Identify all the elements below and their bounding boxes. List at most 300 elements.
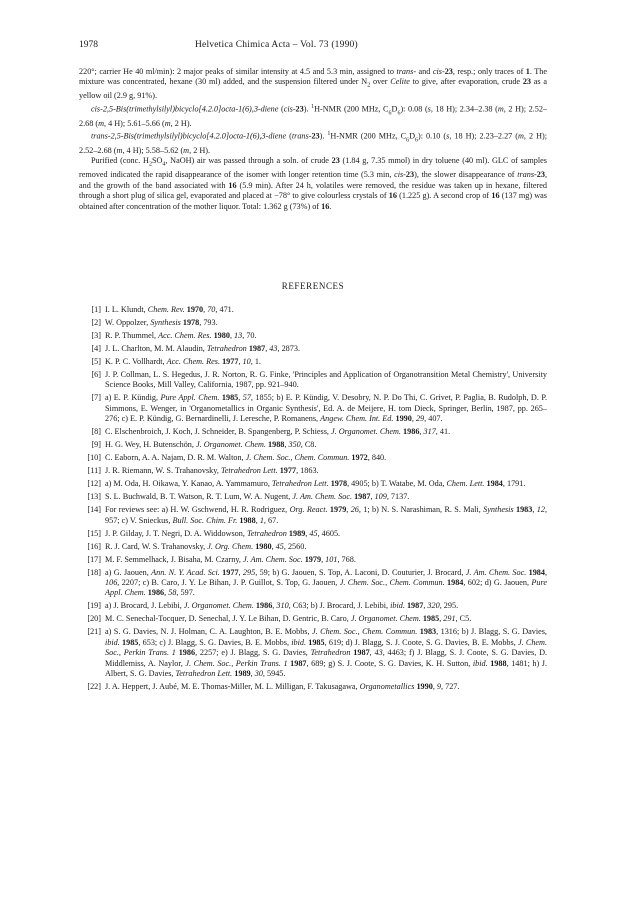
text-run: 1987 xyxy=(290,658,307,668)
text-run: I. L. Klundt, xyxy=(105,304,148,314)
reference-number: [4] xyxy=(91,343,101,353)
text-run: , 4905; b) T. Watabe, M. Oda, xyxy=(347,479,447,489)
reference-number: [9] xyxy=(91,440,101,450)
text-run: 1985 xyxy=(221,393,239,403)
text-run: 6 xyxy=(415,137,419,144)
text-run: , xyxy=(265,343,270,353)
text-run: , 41. xyxy=(435,427,451,437)
reference-item xyxy=(79,453,547,463)
text-run: , C5. xyxy=(455,614,472,624)
reference-item xyxy=(79,601,547,611)
text-run: (1.225 g). A second crop of xyxy=(396,191,492,201)
text-run: , xyxy=(369,648,375,658)
text-run: 1977 xyxy=(222,356,239,366)
text-run: 1988 xyxy=(490,658,507,668)
text-run: 1985 xyxy=(308,637,325,647)
text-run: , xyxy=(229,330,235,340)
text-run: J. Organomet. Chem. xyxy=(331,427,401,437)
text-run: J. Organomet. Chem. xyxy=(183,601,254,611)
reference-number: [20] xyxy=(87,614,101,624)
text-run: a) J. Brocard, J. Lebibi, xyxy=(105,601,184,611)
reference-number: [8] xyxy=(91,427,101,437)
text-run: , 18 H); 2.23–2.27 ( xyxy=(449,131,518,141)
text-run: , 5945. xyxy=(262,668,286,678)
text-run: C. Eaborn, A. A. Najam, D. R. M. Walton, xyxy=(105,453,246,463)
text-run: 1 xyxy=(327,131,331,138)
text-run: 1979 xyxy=(329,505,347,515)
text-run: , 2 H). xyxy=(189,145,211,155)
text-run: H-NMR (200 MHz, C xyxy=(314,104,389,114)
text-run: -2,5-Bis(trimethylsilyl)bicyclo[4.2.0]octa-1(6),3-diene xyxy=(100,104,279,114)
text-run: (5.9 min). After 24 h, volatiles were removed, the residue was taken up in hexane, filtered through a short plug of silica gel, evaporated and placed at −78° to give colourless crystals of xyxy=(79,180,547,201)
text-run: , xyxy=(321,554,326,564)
text-run: , xyxy=(238,567,243,577)
text-run: , xyxy=(423,601,428,611)
text-run: 291 xyxy=(443,614,456,624)
text-run: J. Am. Chem. Soc. xyxy=(465,567,527,577)
text-run: 45 xyxy=(275,541,284,551)
text-run: 1987 xyxy=(406,601,424,611)
text-run: ), the slower disappearance of xyxy=(414,170,518,180)
text-run: 16 xyxy=(228,180,237,190)
references-heading: REFERENCES xyxy=(281,280,345,291)
text-run: 1977 xyxy=(279,466,297,476)
text-run: Acc. Chem. Res. xyxy=(158,330,212,340)
text-run: 1988 xyxy=(268,440,285,450)
text-run: m xyxy=(183,145,190,155)
text-run: 1984 xyxy=(528,567,545,577)
text-run: , 67. xyxy=(263,515,279,525)
reference-number: [12] xyxy=(87,479,101,489)
text-run: , 840. xyxy=(367,453,387,463)
text-run: (137 mg) was obtained after concentration of the mother liquor. Total: 1.362 g (73%) of xyxy=(79,191,547,211)
reference-item xyxy=(79,682,547,692)
running-head xyxy=(79,40,547,56)
reference-number: [18] xyxy=(87,567,101,577)
text-run: D xyxy=(391,104,398,114)
text-run: 43 xyxy=(269,343,278,353)
text-run: 6 xyxy=(397,110,401,117)
text-run: , xyxy=(284,440,289,450)
text-run: 2 xyxy=(367,83,371,90)
text-run: For reviews see: a) H. W. Gschwend, H. R. Rodriguez, xyxy=(105,505,290,515)
text-run: - xyxy=(403,170,406,180)
text-run: a) S. G. Davies, N. J. Holman, C. A. Laughton, B. E. Mobbs, xyxy=(105,627,312,637)
text-run: , xyxy=(164,588,169,598)
text-run: 26 xyxy=(350,505,359,515)
text-run: , 957; c) V. Snieckus, xyxy=(105,505,547,525)
text-run: , 4605. xyxy=(317,528,341,538)
reference-number: [22] xyxy=(87,681,101,691)
text-run: J. Chem. Soc., Chem. Commun. xyxy=(311,627,418,637)
text-run: 6 xyxy=(388,110,392,117)
text-run: Angew. Chem. Int. Ed. xyxy=(320,414,394,424)
text-run: - xyxy=(441,67,445,76)
text-run: Tetrahedron xyxy=(246,528,287,538)
reference-item xyxy=(79,542,547,552)
text-run: J. Chem. Soc., Perkin Trans. 1 xyxy=(185,658,288,668)
text-run: 1983 xyxy=(419,627,437,637)
reference-number: [19] xyxy=(87,601,101,611)
text-run: ( xyxy=(278,104,284,114)
text-run: . xyxy=(329,201,332,211)
text-run: J. L. Charlton, M. M. Alaudin, xyxy=(105,343,207,353)
reference-number: [2] xyxy=(91,317,101,327)
text-run: R. P. Thummel, xyxy=(105,330,159,340)
text-run: J. Am. Chem. Soc. xyxy=(292,492,353,502)
text-run: , xyxy=(544,567,548,577)
text-run: 1987 xyxy=(248,343,266,353)
text-run: to give, after evaporation, crude xyxy=(409,77,523,87)
text-run: Pure Appl. Chem. xyxy=(105,577,547,598)
text-run: 101 xyxy=(325,554,338,564)
text-run: , 70. xyxy=(242,330,257,340)
text-run: , xyxy=(305,528,310,538)
text-run: m xyxy=(98,118,105,128)
text-run: 320 xyxy=(427,601,440,611)
text-run: , 653; c) J. Blagg, S. G. Davies, B. E. Mobbs, xyxy=(138,637,292,647)
text-run: , and the growth of the band associated with xyxy=(79,170,547,190)
text-run: Celite xyxy=(390,77,410,87)
text-run: 23 xyxy=(444,67,453,76)
text-run: , 2 H); 2.52–2.68 ( xyxy=(79,104,548,128)
text-run: , C8. xyxy=(300,440,317,450)
text-run: R. J. Card, W. S. Trahanovsky, xyxy=(105,541,208,551)
text-run: Acc. Chem. Res. xyxy=(166,356,221,366)
text-run: 1987 xyxy=(354,492,371,502)
text-run: cis xyxy=(91,104,101,114)
text-run: 295 xyxy=(242,567,256,577)
text-run: Chem. Rev. xyxy=(147,304,185,314)
page-number: 1978 xyxy=(79,40,98,50)
text-run: , xyxy=(238,356,243,366)
text-run: , 2873. xyxy=(277,343,300,353)
text-run: 23 xyxy=(295,104,304,114)
text-run: 1988 xyxy=(239,515,256,525)
text-run: 1985 xyxy=(122,637,139,647)
text-run: 1990 xyxy=(395,414,412,424)
text-run: Purified (conc. H xyxy=(91,156,149,166)
text-run: , 4 H); 5.61–5.66 ( xyxy=(104,118,165,128)
text-run: , xyxy=(532,505,537,515)
text-run: ): 0.08 ( xyxy=(400,104,428,114)
text-run: M. F. Semmelhack, J. Bisaha, M. Czarny, xyxy=(105,554,243,564)
text-run: 29 xyxy=(415,414,425,424)
reference-item xyxy=(79,479,547,489)
reference-item xyxy=(79,492,547,502)
text-run: , 2 H). xyxy=(170,118,192,128)
text-run: m xyxy=(497,104,504,114)
text-run: 4 xyxy=(162,161,166,168)
reference-item xyxy=(79,440,547,450)
text-run: Organometallics xyxy=(359,681,415,691)
text-run: , 1316; b) J. Blagg, S. G. Davies, xyxy=(436,627,547,637)
reference-item xyxy=(79,305,547,315)
text-run: 1989 xyxy=(234,668,251,678)
text-run: J. Chem. Soc., Chem. Commun. xyxy=(245,453,350,463)
text-run: , xyxy=(432,681,437,691)
text-run: D xyxy=(409,131,416,141)
text-run: 16 xyxy=(321,201,330,211)
text-run: Synthesis xyxy=(150,317,181,327)
paragraph-cis-23-nmr xyxy=(79,102,547,129)
reference-item xyxy=(79,627,547,679)
reference-item xyxy=(79,568,547,599)
text-run: 220°; carrier He 40 ml/min): 2 major peaks of similar intensity at 4.5 and 5.3 min, assigned to xyxy=(79,67,397,76)
text-run: . The mixture was concentrated, hexane (30 ml) added, and the suspension filtered under N xyxy=(79,67,547,87)
reference-item xyxy=(79,614,547,624)
text-run: ibid. xyxy=(105,637,120,647)
text-run: Chem. Lett. xyxy=(446,479,485,489)
reference-number: [11] xyxy=(87,466,101,476)
text-run: 16 xyxy=(491,191,500,201)
text-run: 23 xyxy=(522,77,531,87)
text-run: ibid. xyxy=(390,601,405,611)
text-run: J. A. Heppert, J. Aubé, M. E. Thomas-Miller, M. L. Milligan, F. Takusagawa, xyxy=(105,681,360,691)
text-run: , 4463; f) J. Blagg, S. J. Coote, S. G. Davies, D. Middlemiss, A. Naylor, xyxy=(105,648,548,668)
text-run: , xyxy=(439,614,444,624)
text-run: W. Oppolzer, xyxy=(105,317,151,327)
text-run: , xyxy=(346,505,351,515)
text-run: Tetrahedron xyxy=(206,343,247,353)
text-run: , 2 H); 2.52–2.68 ( xyxy=(79,131,548,155)
reference-item xyxy=(79,529,547,539)
text-run: s xyxy=(427,104,431,114)
reference-item xyxy=(79,357,547,367)
text-run: 9 xyxy=(436,681,441,691)
text-run: 1980 xyxy=(255,541,272,551)
journal-page xyxy=(79,40,547,695)
text-run: a) M. Oda, H. Oikawa, Y. Kanao, A. Yammamuro, xyxy=(105,479,272,489)
text-run: 10 xyxy=(242,356,251,366)
text-run: 106 xyxy=(105,577,118,587)
text-run: 1983 xyxy=(515,505,533,515)
text-run: 23 xyxy=(405,170,415,180)
text-run: Org. React. xyxy=(289,505,328,515)
text-run: 1984 xyxy=(447,577,464,587)
text-run: 1979 xyxy=(304,554,322,564)
reference-number: [1] xyxy=(91,304,101,314)
text-run: - xyxy=(292,104,296,114)
text-run: 1 xyxy=(525,67,530,76)
reference-number: [13] xyxy=(87,492,101,502)
text-run: trans xyxy=(91,131,108,141)
text-run: 13 xyxy=(234,330,243,340)
text-run: H-NMR (200 MHz, C xyxy=(330,131,407,141)
text-run: 12 xyxy=(536,505,545,515)
reference-number: [15] xyxy=(87,528,101,538)
text-run: 1970 xyxy=(186,304,204,314)
text-run: 1986 xyxy=(255,601,273,611)
reference-number: [3] xyxy=(91,330,101,340)
paragraph-trans-23-nmr xyxy=(79,129,547,156)
text-run: J. Organomet. Chem. xyxy=(195,440,266,450)
reference-number: [5] xyxy=(91,356,101,366)
text-run: J. R. Riemann, W. S. Trahanovsky, xyxy=(105,466,221,476)
text-run: , 2560. xyxy=(283,541,307,551)
text-run: 23 xyxy=(311,131,320,141)
text-run: , 768. xyxy=(337,554,356,564)
text-run: Bull. Soc. Chim. Fr. xyxy=(172,515,238,525)
text-run: 1984 xyxy=(486,479,503,489)
text-run: 317 xyxy=(423,427,436,437)
text-run: 1985 xyxy=(422,614,440,624)
text-run: a) G. Jaouen, xyxy=(105,567,152,577)
text-run: 43 xyxy=(374,648,383,658)
text-run: - xyxy=(534,170,537,180)
text-run: 1972 xyxy=(351,453,368,463)
text-run: , NaOH) air was passed through a soln. of crude xyxy=(165,156,332,166)
text-run: Synthesis xyxy=(483,505,514,515)
text-run: , 689; g) S. J. Coote, S. G. Davies, K. H. Sutton, xyxy=(306,658,473,668)
text-run: , xyxy=(250,668,255,678)
text-run: a) E. P. Kündig, xyxy=(105,393,161,403)
text-run: cis xyxy=(432,67,442,76)
paragraph-glc-result xyxy=(79,67,547,102)
text-run: m xyxy=(518,131,524,141)
text-run: , 295. xyxy=(439,601,459,611)
reference-number: [16] xyxy=(87,541,101,551)
text-run: , resp.; only traces of xyxy=(452,67,526,76)
text-run: 350 xyxy=(288,440,301,450)
text-run: m xyxy=(116,145,123,155)
text-run: J. Chem. Soc., Chem. Commun. xyxy=(339,577,445,587)
text-run: , 1; b) N. S. Narashiman, R. S. Mali, xyxy=(358,505,484,515)
text-run: J. Chem. Soc., Perkin Trans. 1 xyxy=(105,637,548,658)
text-run: 1977 xyxy=(222,567,239,577)
text-run: ): 0.10 ( xyxy=(418,131,447,141)
text-run: , 18 H); 2.34–2.38 ( xyxy=(430,104,498,114)
text-run: , xyxy=(203,304,208,314)
reference-number: [17] xyxy=(87,554,101,564)
text-run: m xyxy=(164,118,171,128)
reference-item xyxy=(79,555,547,565)
text-run: cis xyxy=(283,104,293,114)
text-run: 1990 xyxy=(416,681,433,691)
text-run: J. Am. Chem. Soc. xyxy=(242,554,303,564)
text-run: J. Organomet. Chem. xyxy=(350,614,421,624)
text-run: K. P. C. Vollhardt, xyxy=(105,356,167,366)
text-run: - and xyxy=(413,67,433,76)
text-run: , 2257; e) J. Blagg, S. G. Davies, xyxy=(195,648,311,658)
text-run: 1978 xyxy=(330,479,348,489)
text-run: , 1481; h) J. Albert, S. G. Davies, xyxy=(105,658,548,678)
journal-title: Helvetica Chimica Acta – Vol. 73 (1990) xyxy=(195,40,358,50)
reference-item xyxy=(79,393,547,424)
text-run: , 471. xyxy=(215,304,234,314)
text-run: 23 xyxy=(536,170,545,180)
text-run: 1978 xyxy=(182,317,200,327)
text-run: as a yellow oil (2.9 g, 91%). xyxy=(79,77,547,101)
text-run: , xyxy=(238,393,243,403)
text-run: , 4 H); 5.58–5.62 ( xyxy=(122,145,184,155)
reference-item xyxy=(79,427,547,437)
text-run: Ann. N. Y. Acad. Sci. xyxy=(151,567,220,577)
reference-item xyxy=(79,370,547,391)
text-run: 1986 xyxy=(403,427,420,437)
text-run: Tetrahedron xyxy=(310,648,351,658)
reference-number: [10] xyxy=(87,453,101,463)
text-run: , 1855; b) E. P. Kündig, V. Desobry, N. P. Do Thi, C. Grivet, P. Paglia, B. Rudolph, D. P. Simmons, E. Wenger, in 'Organometallics in Organic Synthesis', Ed. A. de Meijere, H. tom Dieck, Springer, Berlin, 1987, pp. 265–276; c) E. P. Kündig, G. Bernardinelli, J. Leresche, P. Romanens, xyxy=(105,393,548,424)
text-run: , 1791. xyxy=(502,479,526,489)
text-run: s xyxy=(446,131,450,141)
text-run: 2 xyxy=(148,161,152,168)
experimental-text xyxy=(79,67,547,212)
text-run: 70 xyxy=(207,304,216,314)
text-run: 1986 xyxy=(147,588,165,598)
text-run: 1987 xyxy=(353,648,370,658)
text-run: , 793. xyxy=(199,317,218,327)
text-run: , xyxy=(411,414,416,424)
text-run: J. P. Gilday, J. T. Negri, D. A. Widdowson, xyxy=(105,528,247,538)
text-run: , 602; d) G. Jaouen, xyxy=(463,577,532,587)
text-run: trans xyxy=(517,170,535,180)
text-run: 45 xyxy=(309,528,318,538)
text-run: - xyxy=(308,131,312,141)
references-list xyxy=(79,305,547,692)
text-run: H. G. Wey, H. Butenschön, xyxy=(105,440,196,450)
text-run: trans xyxy=(291,131,309,141)
text-run: Tetrahedron Lett. xyxy=(175,668,233,678)
reference-item xyxy=(79,318,547,328)
text-run: 6 xyxy=(406,137,410,144)
text-run: over xyxy=(370,77,391,87)
text-run: , xyxy=(271,541,276,551)
text-run: , xyxy=(419,427,424,437)
text-run: , 619; d) J. Blagg, S. J. Coote, S. G. Davies, B. E. Mobbs, xyxy=(324,637,518,647)
paragraph-oxidation-procedure xyxy=(79,156,547,212)
text-run: , 727. xyxy=(441,681,460,691)
text-run: ( xyxy=(286,131,292,141)
text-run: J. P. Collman, L. S. Hegedus, J. R. Norton, R. G. Finke, 'Principles and Application of Organotransition Metal Chemistry', University Science Books, Mill Valley, California, 1987, pp. 921–940. xyxy=(105,369,547,390)
text-run: S. L. Buchwald, B. T. Watson, R. T. Lum, W. A. Nugent, xyxy=(105,492,293,502)
text-run: 1 xyxy=(259,515,264,525)
text-run: , xyxy=(255,515,260,525)
text-run: , 597. xyxy=(176,588,195,598)
text-run: ibid. xyxy=(472,658,488,668)
text-run: 57 xyxy=(242,393,251,403)
text-run: ). xyxy=(303,104,312,114)
text-run: J. Org. Chem. xyxy=(207,541,254,551)
text-run: , C63; b) J. Brocard, J. Lebibi, xyxy=(288,601,391,611)
text-run: SO xyxy=(151,156,163,166)
text-run: trans xyxy=(396,67,414,76)
reference-number: [7] xyxy=(91,393,101,403)
text-run: 58 xyxy=(168,588,177,598)
reference-number: [14] xyxy=(87,505,101,515)
text-run: -2,5-Bis(trimethylsilyl)bicyclo[4.2.0]octa-1(6),3-diene xyxy=(107,131,287,141)
text-run: 30 xyxy=(254,668,263,678)
reference-item xyxy=(79,466,547,476)
reference-item xyxy=(79,331,547,341)
text-run: ). xyxy=(319,131,328,141)
text-run: , 407. xyxy=(424,414,443,424)
text-run: 16 xyxy=(388,191,397,201)
reference-item xyxy=(79,505,547,526)
text-run: 1 xyxy=(311,103,315,110)
text-run: , 2207; c) B. Caro, J. Y. Le Bihan, J. P. Guillot, S. Top, G. Jaouen, xyxy=(117,577,340,587)
text-run: C. Elschenbroich, J. Koch, J. Schneider, B. Spangenberg, P. Schiess, xyxy=(105,427,332,437)
text-run: , 59; b) G. Jaouen, S. Top, A. Laconi, D. Couturier, J. Brocard, xyxy=(255,567,466,577)
reference-number: [6] xyxy=(91,369,101,379)
text-run: Pure Appl. Chem. xyxy=(160,393,220,403)
text-run: Tetrahedron Lett. xyxy=(220,466,278,476)
text-run: , xyxy=(272,601,277,611)
text-run: , 1863. xyxy=(296,466,319,476)
text-run: (1.84 g, 7.35 mmol) in dry toluene (40 ml). GLC of samples removed indicated the rapid disappearance of the isomer with longer retention time (5.3 min, xyxy=(79,156,547,180)
reference-number: [21] xyxy=(87,627,101,637)
text-run: 23 xyxy=(331,156,340,166)
